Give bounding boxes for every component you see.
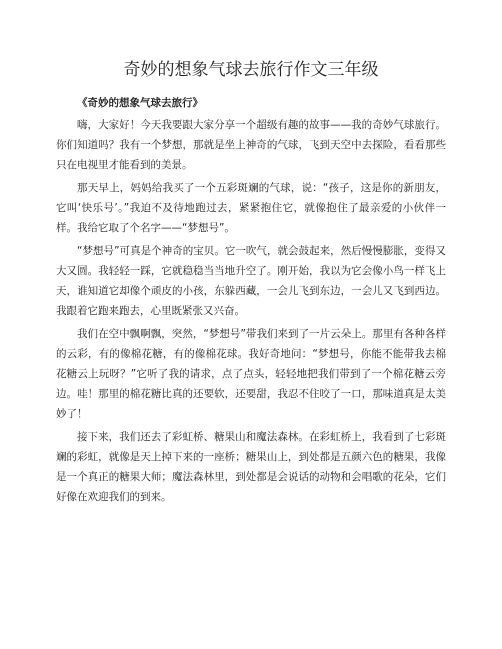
paragraph-1: 嗨，大家好！今天我要跟大家分享一个超级有趣的故事——我的奇妙气球旅行。你们知道吗？我有一个梦想，那就是坐上神奇的气球，飞到天空中去探险，看看那些只在电视里才能看到的美景。 bbox=[56, 119, 446, 171]
document-title: 奇妙的想象气球去旅行作文三年级 bbox=[123, 60, 379, 80]
paragraph-2: 那天早上，妈妈给我买了一个五彩斑斓的气球，说：“孩子，这是你的新朋友，它叫‘快乐号’。”我迫不及待地跑过去，紧紧抱住它，就像抱住了最亲爱的小伙伴一样。我给它取了个名字——“梦想号”。 bbox=[56, 182, 446, 234]
paragraph-5: 接下来，我们还去了彩虹桥、糖果山和魔法森林。在彩虹桥上，我看到了七彩斑斓的彩虹，就像是天上掉下来的一座桥；糖果山上，到处都是五颜六色的糖果，我像是一个真正的糖果大师；魔法森林里，到处都是会说话的动物和会唱歌的花朵，它们好像在欢迎我们的到来。 bbox=[56, 431, 446, 503]
paragraph-3: “梦想号”可真是个神奇的宝贝。它一吹气，就会鼓起来，然后慢慢膨胀，变得又大又圆。我轻轻一踩，它就稳稳当当地升空了。刚开始，我以为它会像小鸟一样飞上天，谁知道它却像个顽皮的小孩，东躲西藏，一会儿飞到东边，一会儿又飞到西边。我跟着它跑来跑去，心里既紧张又兴奋。 bbox=[56, 245, 446, 317]
document-subtitle: 《奇妙的想象气球去旅行》 bbox=[77, 97, 203, 109]
paragraph-4: 我们在空中飘啊飘，突然，“梦想号”带我们来到了一片云朵上。那里有各种各样的云彩，有的像棉花糖，有的像棉花球。我好奇地问：“梦想号，你能不能带我去棉花糖云上玩呀？”它听了我的请求，点了点头，轻轻地把我们带到了一个棉花糖云旁边。哇！那里的棉花糖比真的还要软，还要甜，我忍不住咬了一口，那味道真是太美妙了！ bbox=[56, 328, 446, 420]
